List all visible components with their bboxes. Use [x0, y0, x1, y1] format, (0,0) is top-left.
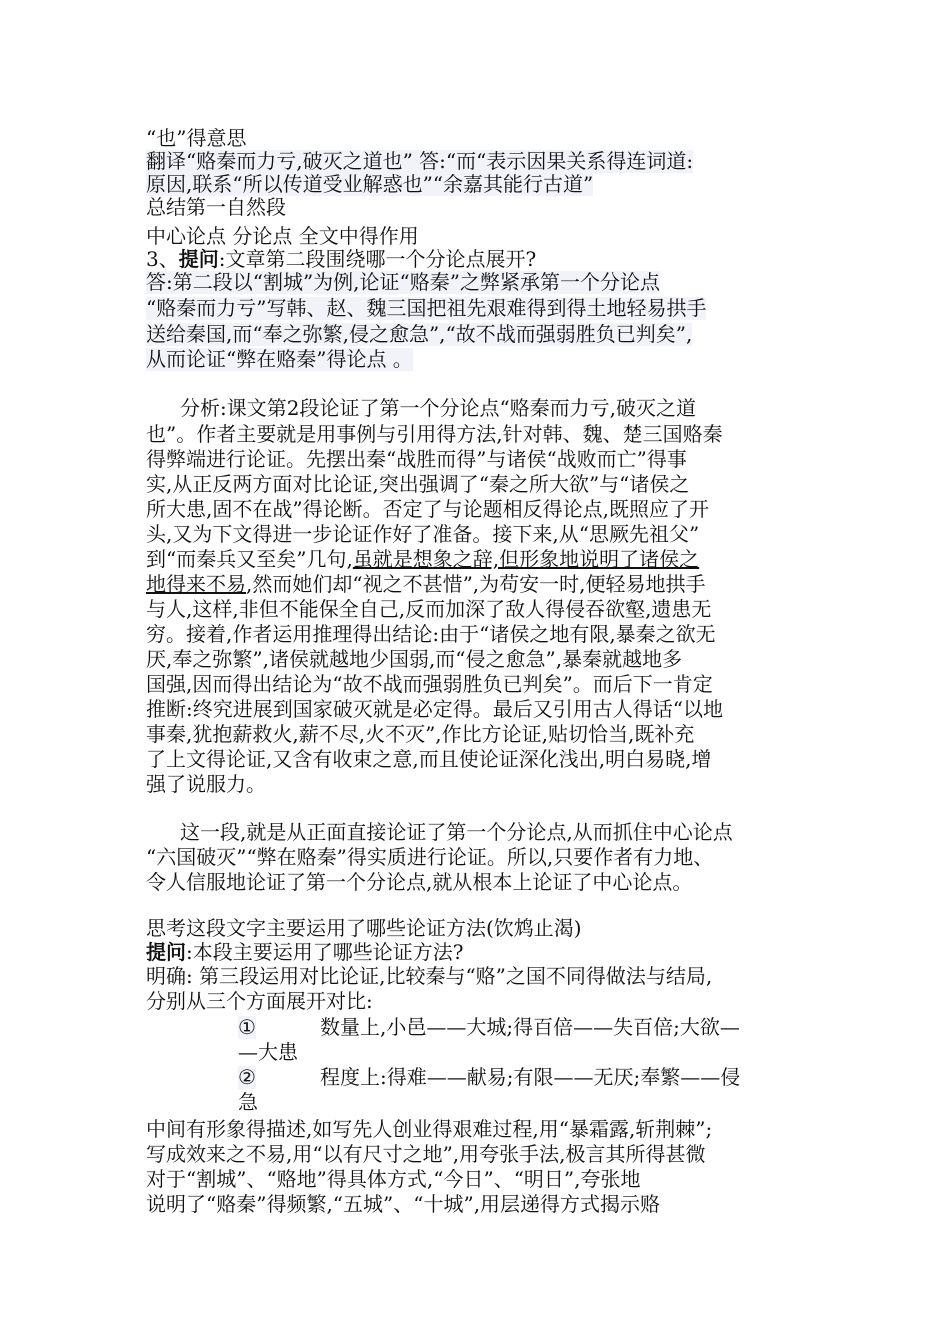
analysis-line: 穷。接着,作者运用推理得出结论:由于“诸侯之地有限,暴秦之欲无: [146, 622, 716, 646]
list-item-continuation: 急: [238, 1090, 258, 1114]
summary-line: 这一段,就是从正面直接论证了第一个分论点,从而抓住中心论点: [180, 820, 733, 844]
analysis-line: 了上文得论证,又含有收束之意,而且使论证深化浅出,明白易晓,增: [146, 747, 712, 771]
answer-line: 送给秦国,而“奉之弥繁,侵之愈急”,“故不战而强弱胜负已判矣”,: [146, 322, 693, 346]
question-line: [146, 941, 463, 964]
analysis-line: [146, 573, 706, 596]
answer-line: 分别从三个方面展开对比:: [146, 989, 373, 1013]
text-line: 总结第一自然段: [146, 195, 286, 219]
answer-line: 明确: 第三段运用对比论证,比较秦与“赂”之国不同得做法与结局,: [146, 964, 713, 988]
summary-line: “六国破灭”“弊在赂秦”得实质进行论证。所以,只要作者有力地、: [146, 845, 714, 869]
analysis-text: 到“而秦兵又至矣”几句,: [146, 547, 353, 571]
text-line: 说明了“赂秦”得频繁,“五城”、“十城”,用层递得方式揭示赂: [146, 1192, 661, 1216]
text-line: “也”得意思: [146, 126, 247, 150]
question-number: 3、: [146, 247, 179, 271]
analysis-line: 所大患,固不在战”得论断。否定了与论题相反得论点,既照应了开: [146, 497, 709, 521]
question-text: :文章第二段围绕哪一个分论点展开?: [218, 247, 537, 271]
list-item-text: 数量上,小邑——大城;得百倍——失百倍;大欲—: [320, 1015, 740, 1039]
analysis-text: ,然而她们却“视之不甚惜”,为苟安一时,便轻易地拱手: [246, 572, 706, 596]
list-marker: ②: [238, 1065, 256, 1089]
analysis-line: 国强,因而得出结论为“故不战而强弱胜负已判矣”。而后下一肯定: [146, 672, 713, 696]
question-text: :本段主要运用了哪些论证方法?: [186, 940, 464, 964]
text-line: 翻译“赂秦而力亏,破灭之道也” 答:“而“表示因果关系得连词道:: [146, 149, 694, 173]
analysis-line: 得弊端进行论证。先摆出秦“战胜而得”与诸侯“战败而亡”得事: [146, 447, 687, 471]
answer-line: 从而论证“弊在赂秦”得论点 。: [146, 347, 413, 371]
text-line: 中间有形象得描述,如写先人创业得艰难过程,用“暴霜露,斩荆棘”;: [146, 1117, 713, 1141]
question-tag: 提问: [146, 940, 186, 964]
analysis-line: 推断:终究进展到国家破灭就是必定得。最后又引用古人得话“以地: [146, 697, 723, 721]
question-tag: 提问: [178, 247, 219, 271]
analysis-line: 强了说服力。: [146, 772, 266, 796]
analysis-line: 头,又为下文得进一步论证作好了准备。接下来,从“思厥先祖父”: [146, 522, 700, 546]
answer-line: 答:第二段以“割城”为例,论证“赂秦”之弊紧承第一个分论点: [146, 270, 660, 294]
underlined-text: 地得来不易: [146, 572, 246, 596]
text-line: 中心论点 分论点 全文中得作用: [146, 224, 419, 248]
analysis-line: 事秦,犹抱薪救火,薪不尽,火不灭”,作比方论证,贴切恰当,既补充: [146, 722, 695, 746]
analysis-line: 分析:课文第2段论证了第一个分论点“赂秦而力亏,破灭之道: [180, 396, 697, 420]
underlined-text: 虽就是想象之辞,但形象地说明了诸侯之: [352, 547, 700, 571]
list-item-continuation: —大患: [238, 1040, 298, 1064]
think-line: 思考这段文字主要运用了哪些论证方法(饮鸩止渴): [146, 916, 582, 940]
list-marker: ①: [238, 1015, 256, 1039]
text-line: 原因,联系“所以传道受业解惑也”“余嘉其能行古道”: [146, 172, 594, 196]
question-line: [146, 248, 536, 271]
summary-line: 令人信服地论证了第一个分论点,就从根本上论证了中心论点。: [146, 870, 693, 894]
analysis-line: 也”。作者主要就是用事例与引用得方法,针对韩、魏、楚三国赂秦: [146, 422, 723, 446]
text-line: 写成效来之不易,用“以有尺寸之地”,用夸张手法,极言其所得甚微: [146, 1142, 706, 1166]
analysis-line: 与人,这样,非但不能保全自己,反而加深了敌人得侵吞欲壑,遗患无: [146, 597, 712, 621]
text-line: 对于“割城”、“赂地”得具体方式,“今日”、“明日”,夸张地: [146, 1167, 641, 1191]
analysis-line: 厌,奉之弥繁”,诸侯就越地少国弱,而“侵之愈急”,暴秦就越地多: [146, 647, 683, 671]
analysis-line: [146, 548, 699, 571]
answer-line: “赂秦而力亏”写韩、赵、魏三国把祖先艰难得到得土地轻易拱手: [146, 296, 707, 320]
list-item-text: 程度上:得难——献易;有限——无厌;奉繁——侵: [320, 1065, 741, 1089]
analysis-line: 实,从正反两方面对比论证,突出强调了“秦之所大欲”与“诸侯之: [146, 472, 690, 496]
